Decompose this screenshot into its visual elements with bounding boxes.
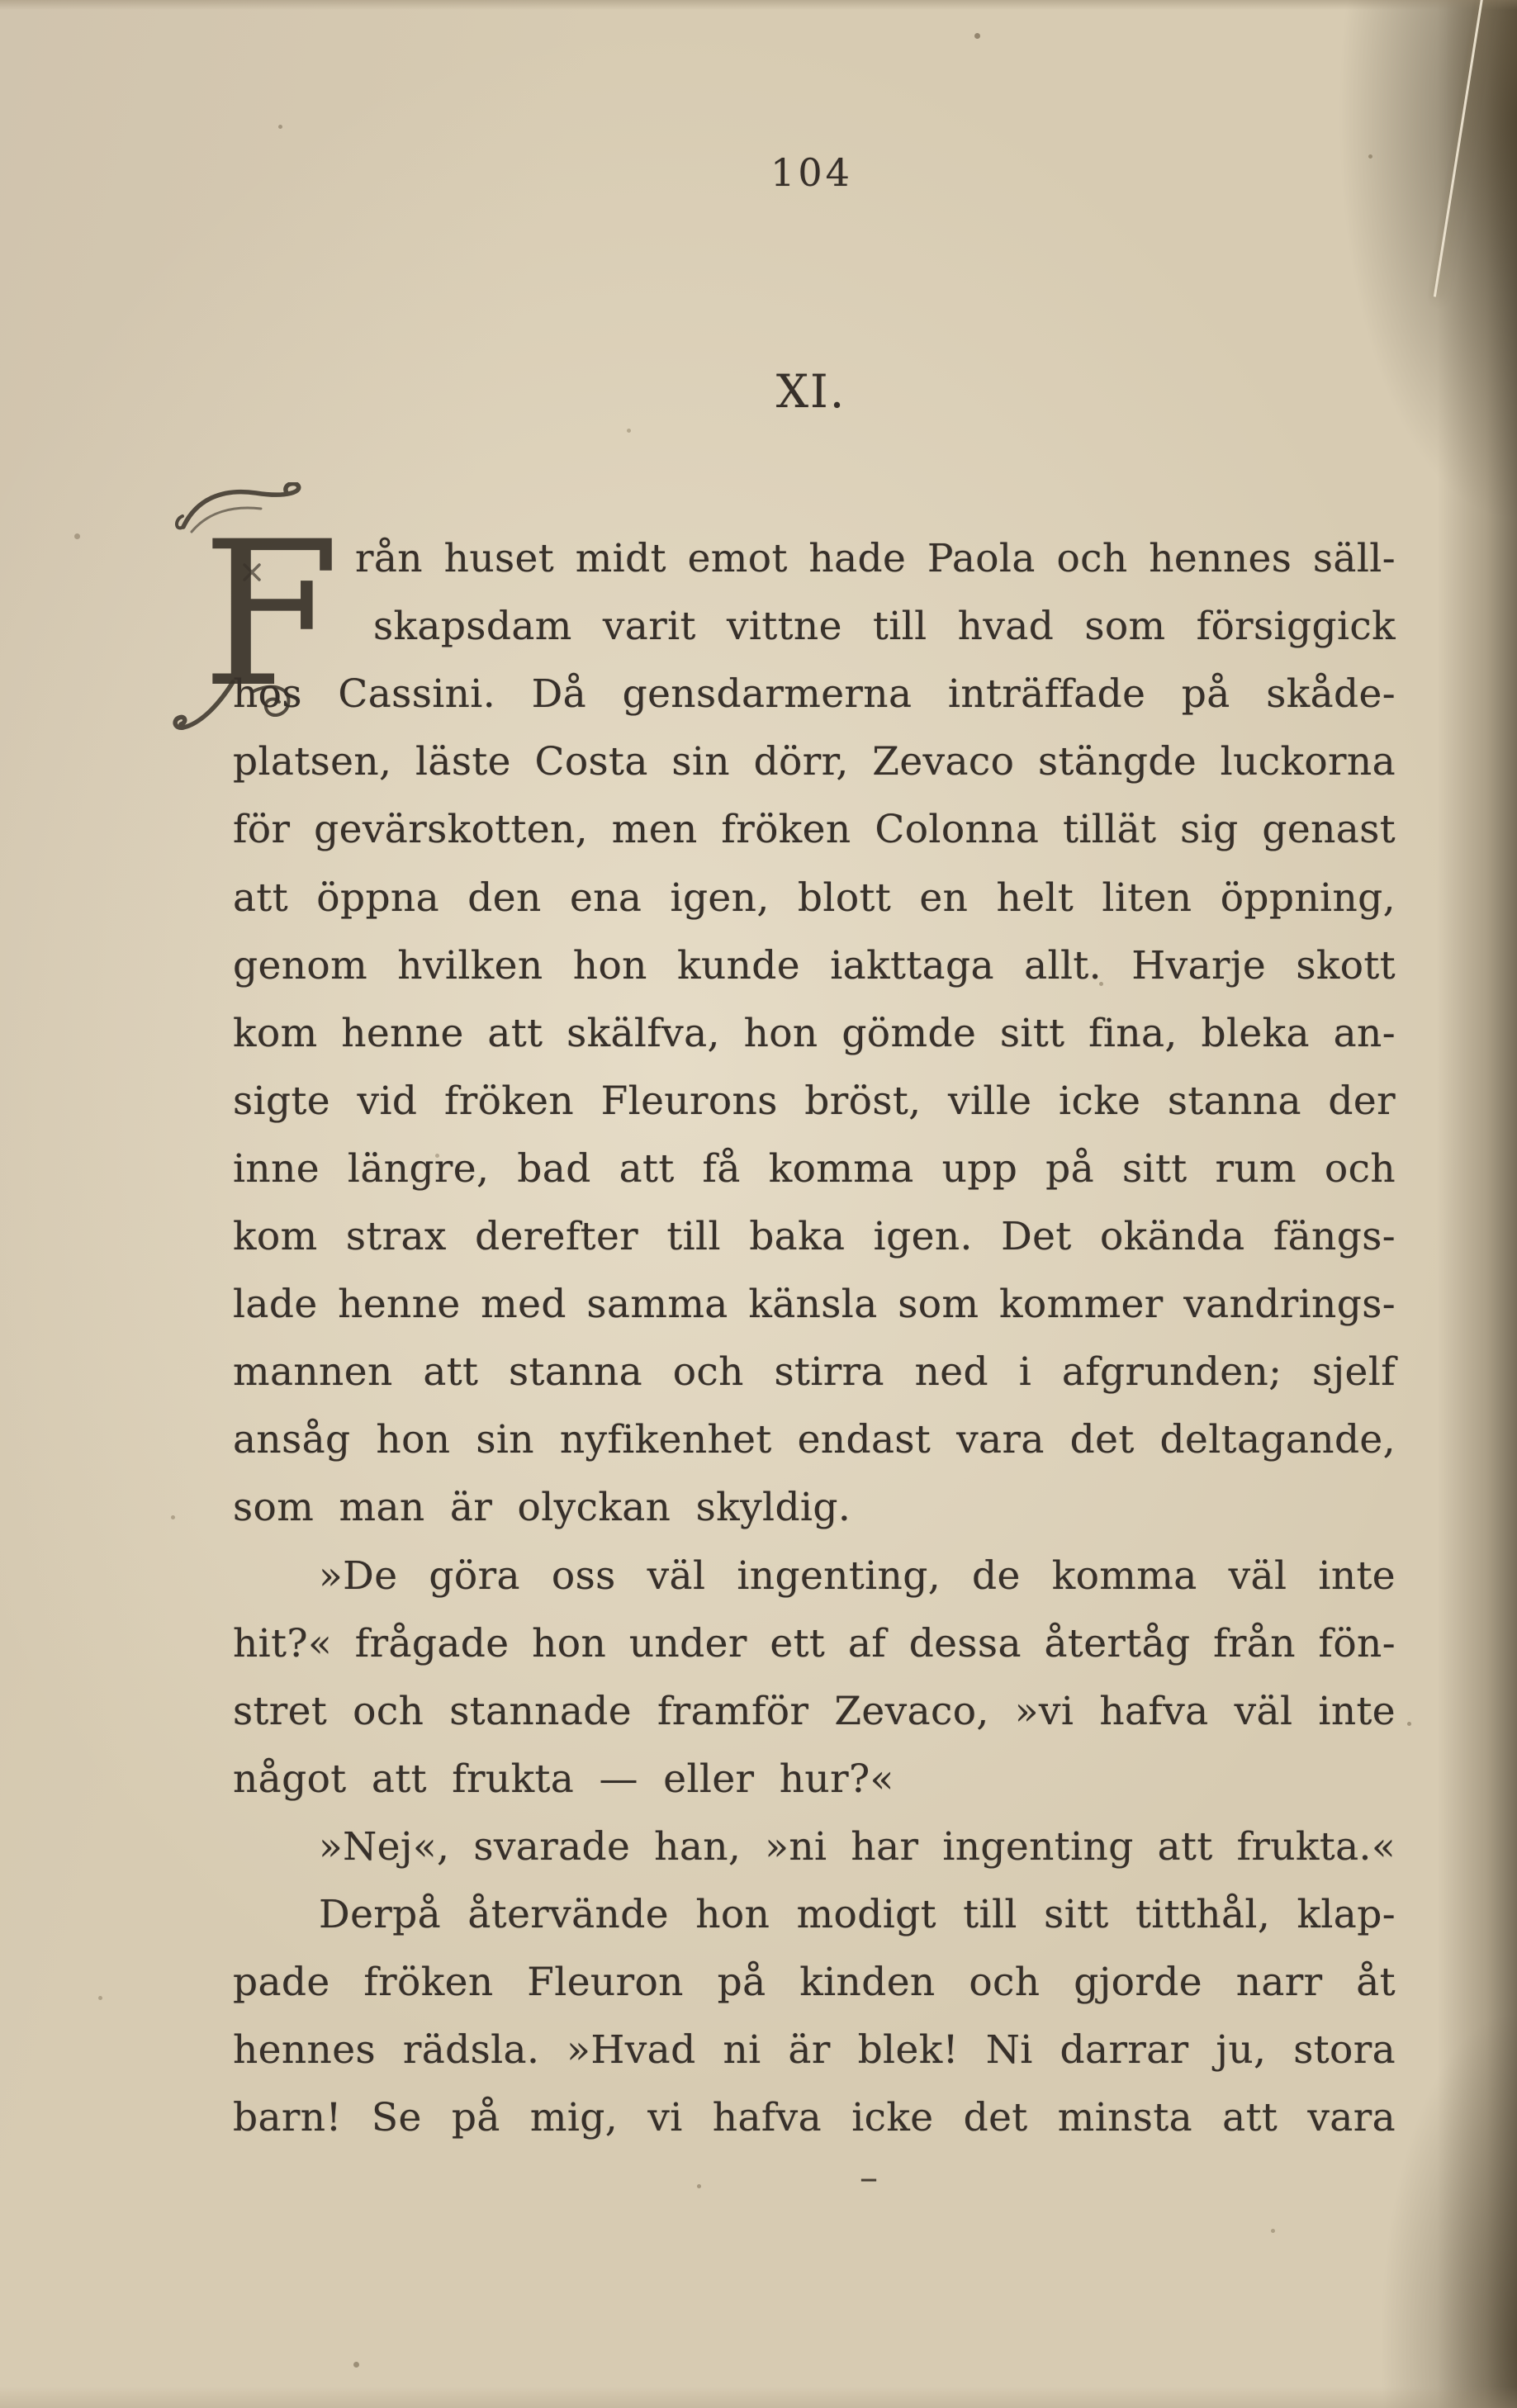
text-line: Derpå återvände hon modigt till sitt titthål, klap- bbox=[319, 1892, 1396, 1937]
text-line: lade henne med samma känsla som kommer vandrings- bbox=[233, 1282, 1396, 1328]
text-line: hennes rädsla. »Hvad ni är blek! Ni darrar ju, stora bbox=[233, 2027, 1396, 2074]
text-line: sigte vid fröken Fleurons bröst, ville icke stanna der bbox=[233, 1078, 1396, 1124]
text-line: något att frukta — eller hur?« bbox=[233, 1756, 894, 1802]
end-dash: – bbox=[860, 2157, 878, 2199]
text-line: stret och stannade framför Zevaco, »vi hafva väl inte bbox=[233, 1688, 1396, 1734]
chapter-heading: XI. bbox=[775, 365, 846, 418]
text-line: hit?« frågade hon under ett af dessa återtåg från fön- bbox=[233, 1620, 1396, 1666]
text-line: som man är olyckan skyldig. bbox=[233, 1485, 851, 1531]
text-line: att öppna den ena igen, blott en helt liten öppning, bbox=[233, 875, 1396, 921]
drop-cap-letter: F bbox=[201, 499, 340, 732]
text-line: pade fröken Fleuron på kinden och gjorde narr åt bbox=[233, 1960, 1396, 2006]
text-line: ansåg hon sin nyfikenhet endast vara det deltagande, bbox=[233, 1417, 1396, 1463]
text-line: för gevärskotten, men fröken Colonna tillät sig genast bbox=[233, 807, 1396, 853]
text-line: kom strax derefter till baka igen. Det okända fängs- bbox=[233, 1214, 1396, 1259]
text-line: »De göra oss väl ingenting, de komma väl inte bbox=[319, 1552, 1396, 1599]
text-line: platsen, läste Costa sin dörr, Zevaco stängde luckorna bbox=[233, 739, 1396, 785]
text-line: hos Cassini. Då gensdarmerna inträffade på skåde- bbox=[233, 671, 1396, 718]
text-line: inne längre, bad att få komma upp på sitt rum och bbox=[233, 1145, 1396, 1192]
text-line: rån huset midt emot hade Paola och hennes säll- bbox=[355, 536, 1396, 581]
text-line: skapsdam varit vittne till hvad som försiggick bbox=[373, 604, 1396, 650]
text-line: »Nej«, svarade han, »ni har ingenting att frukta.« bbox=[319, 1823, 1396, 1870]
paper-specks bbox=[0, 0, 2, 2]
page-crease-shadow bbox=[1447, 0, 1517, 347]
text-line: kom henne att skälfva, hon gömde sitt fina, bleka an- bbox=[233, 1010, 1396, 1056]
text-line: mannen att stanna och stirra ned i afgrunden; sjelf bbox=[233, 1349, 1396, 1396]
text-line: barn! Se på mig, vi hafva icke det minsta att vara bbox=[233, 2095, 1396, 2141]
text-line: genom hvilken hon kunde iakttaga allt. Hvarje skott bbox=[233, 942, 1396, 988]
page-number: 104 bbox=[770, 150, 853, 195]
